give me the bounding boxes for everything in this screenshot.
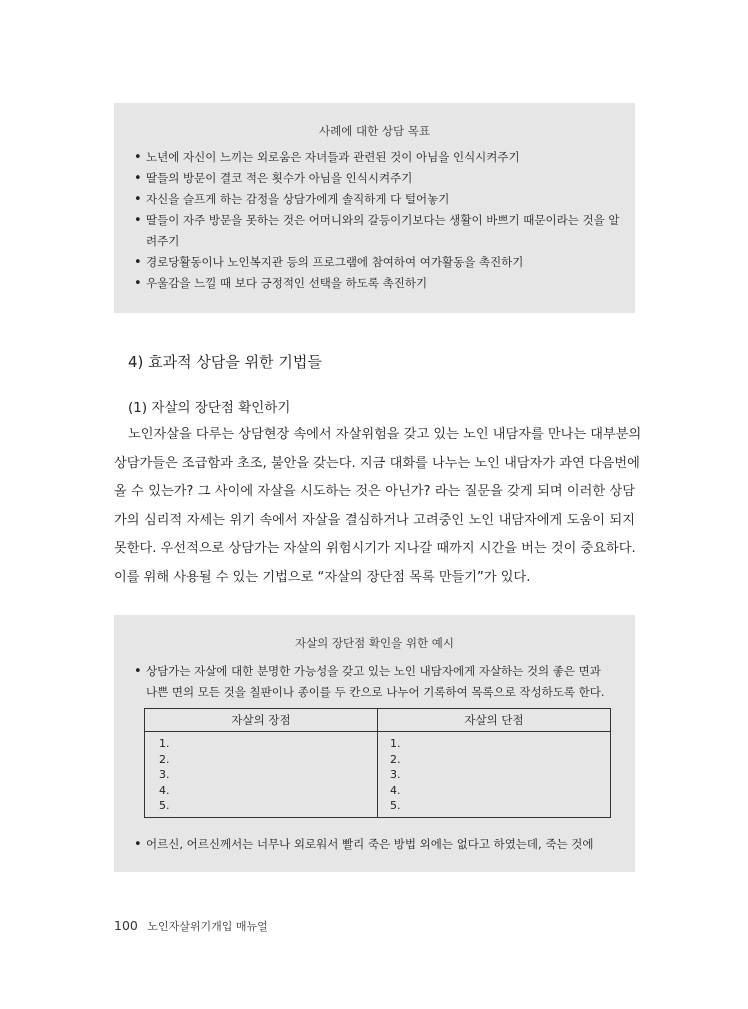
body-paragraph [114, 421, 642, 592]
table-cell: 2. [390, 752, 401, 766]
table-cell: 3. [159, 768, 170, 781]
table-cell: 5. [159, 799, 170, 812]
paragraph-line: 못한다. 우선적으로 상담가는 자살의 위험시기가 지나갈 때까지 시간을 버는 것이 중요하다. [114, 541, 636, 556]
pros-cons-example-title: 자살의 장단점 확인을 위한 예시 [294, 636, 455, 650]
list-item: • 어르신, 어르신께서는 너무나 외로워서 빨리 죽은 방법 외에는 없다고 하였는데, 죽는 것에 [114, 834, 635, 855]
list-item: • 딸들이 자주 방문을 못하는 것은 어머니와의 갈등이기보다는 생활이 바쁘기 때문이라는 것을 알려주기 [114, 210, 635, 252]
table-cell: 4. [390, 783, 401, 797]
counseling-goals-box [114, 103, 635, 313]
list-item: • 딸들의 방문이 결코 적은 횟수가 아님을 인식시켜주기 [114, 168, 635, 189]
page-footer [114, 918, 268, 934]
paragraph-line: 상담가들은 조급함과 초조, 불안을 갖는다. 지금 대화를 나누는 노인 내담자가 과연 다음번에 [114, 455, 640, 471]
list-item [114, 661, 635, 703]
book-title: 노인자살위기개입 매뉴얼 [147, 920, 268, 933]
pros-cons-example-box [114, 615, 635, 872]
page-number: 100 [114, 918, 138, 933]
counseling-goals-title: 사례에 대한 상담 목표 [319, 124, 430, 138]
list-item-line: 나쁜 면의 모든 것을 칠판이나 종이를 두 칸으로 나누어 기록하여 목록으로 작성하도록 한다. [146, 685, 605, 699]
list-item: • 노년에 자신이 느끼는 외로움은 자녀들과 관련된 것이 아님을 인식시켜주기 [114, 147, 635, 168]
list-item: • 경로당활동이나 노인복지관 등의 프로그램에 참여하여 여가활동을 촉진하기 [114, 252, 635, 273]
table-cell: 2. [159, 752, 170, 766]
table-cell: 5. [390, 799, 401, 812]
example-dialogue-list [114, 834, 635, 855]
example-instruction-list [114, 661, 635, 703]
cons-header: 자살의 단점 [378, 709, 610, 732]
table-cell: 4. [159, 783, 170, 797]
cons-cells [378, 732, 610, 814]
paragraph-line: 노인자살을 다루는 상담현장 속에서 자살위험을 갖고 있는 노인 내담자를 만나는 대부분의 [128, 427, 642, 442]
paragraph-line: 이를 위해 사용될 수 있는 기법으로 “자살의 장단점 목록 만들기”가 있다. [114, 569, 531, 585]
section-heading: 4) 효과적 상담을 위한 기법들 [128, 353, 322, 371]
pros-column [145, 709, 378, 817]
paragraph-line: 올 수 있는가? 그 사이에 자살을 시도하는 것은 아닌가? 라는 질문을 갖게 되며 이러한 상담 [114, 484, 635, 499]
list-item: • 우울감을 느낄 때 보다 긍정적인 선택을 하도록 촉진하기 [114, 273, 635, 294]
paragraph-line: 가의 심리적 자세는 위기 속에서 자살을 결심하거나 고려중인 노인 내담자에게 도움이 되지 [114, 512, 635, 528]
table-cell: 1. [159, 737, 170, 750]
list-item-line: 상담가는 자살에 대한 분명한 가능성을 갖고 있는 노인 내담자에게 자살하는 것의 좋은 면과 [146, 664, 601, 678]
pros-header: 자살의 장점 [145, 709, 377, 732]
pros-cons-table [144, 708, 611, 818]
table-cell: 1. [390, 737, 401, 750]
cons-column [378, 709, 610, 817]
counseling-goals-list [114, 147, 635, 294]
subsection-heading: (1) 자살의 장단점 확인하기 [128, 400, 291, 416]
pros-cells [145, 732, 377, 814]
table-cell: 3. [390, 768, 401, 781]
list-item: • 자신을 슬프게 하는 감정을 상담가에게 솔직하게 다 털어놓기 [114, 189, 635, 210]
